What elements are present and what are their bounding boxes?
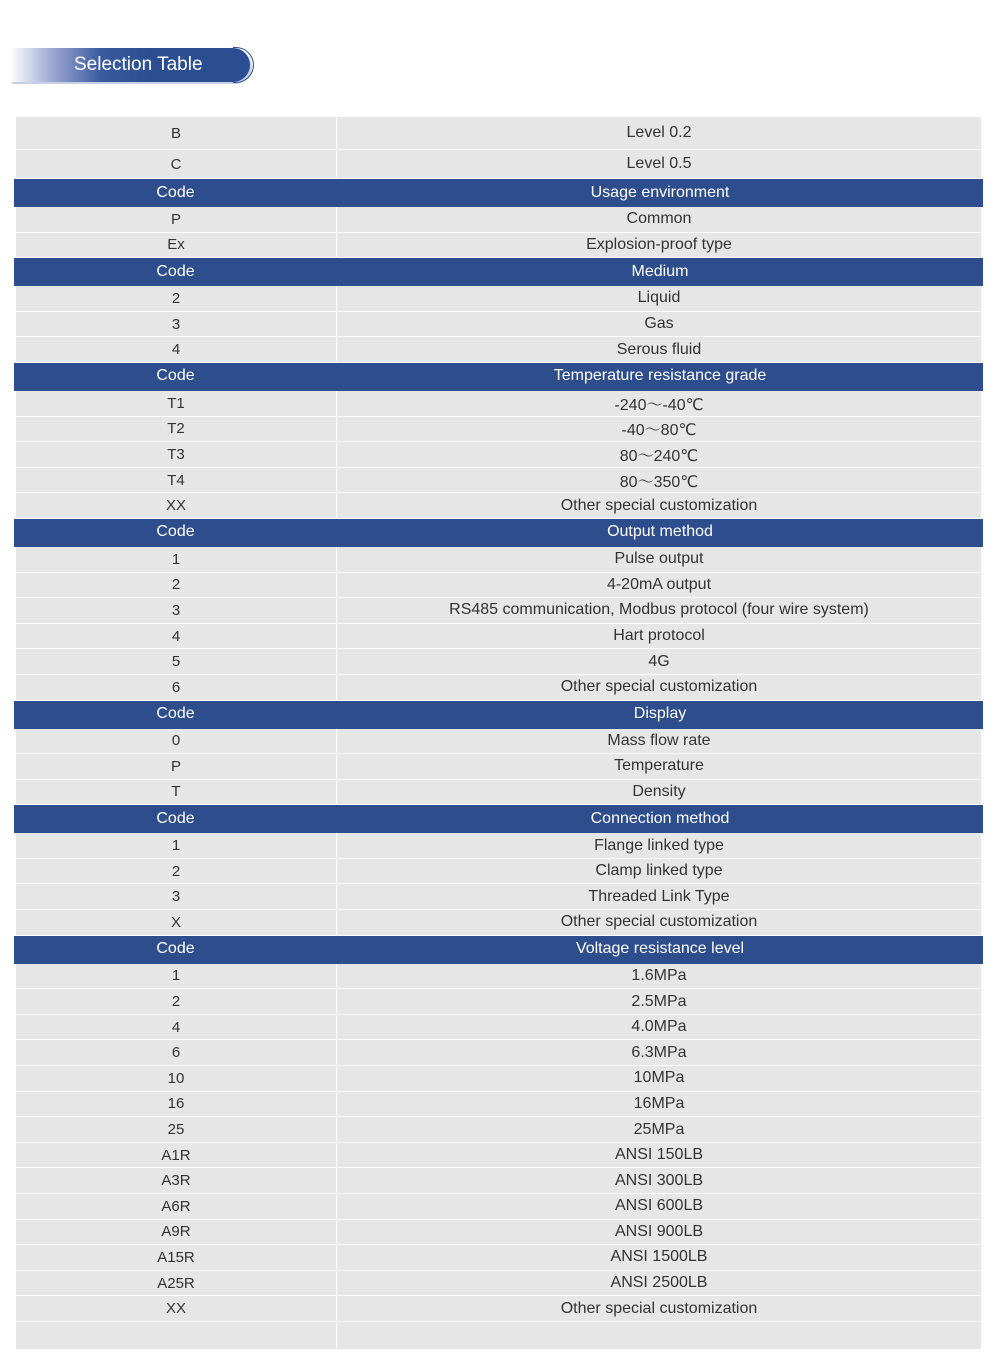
table-row: [16, 233, 981, 259]
row-description: Temperature: [614, 757, 704, 775]
row-code: A15R: [16, 1245, 337, 1270]
table-row: [16, 1015, 981, 1041]
row-description: 16MPa: [633, 1094, 685, 1112]
table-row: [16, 442, 981, 468]
row-description: Other special customization: [560, 496, 758, 514]
row-code: 6: [16, 675, 337, 700]
table-row: [16, 312, 981, 338]
table-row: [16, 1296, 981, 1322]
table-row: [16, 286, 981, 312]
row-description: Other special customization: [560, 913, 758, 931]
row-code: 5: [16, 649, 337, 674]
table-row: [16, 649, 981, 675]
table-row: [16, 493, 981, 519]
row-description: ANSI 600LB: [614, 1197, 704, 1215]
row-description: ANSI 2500LB: [610, 1274, 708, 1292]
row-description: 4G: [648, 652, 670, 670]
table-row: [16, 1245, 981, 1271]
table-row: [16, 675, 981, 701]
table-row: [16, 1194, 981, 1220]
row-description: Other special customization: [560, 678, 758, 696]
row-description: 6.3MPa: [631, 1043, 687, 1061]
row-code: P: [16, 207, 337, 232]
row-code: 4: [16, 1015, 337, 1040]
header-code-label: Code: [156, 367, 195, 385]
row-description: [337, 1322, 981, 1349]
header-code-label: Code: [156, 705, 195, 722]
header-section-title: Display: [633, 705, 687, 722]
row-description: 2.5MPa: [631, 992, 687, 1010]
selection-table: [16, 117, 981, 1350]
header-section-title: Medium: [631, 262, 689, 280]
row-code: A9R: [16, 1220, 337, 1245]
row-code: X: [16, 910, 337, 935]
row-description: ANSI 900LB: [614, 1222, 704, 1240]
table-row: [16, 117, 981, 150]
row-code: 0: [16, 729, 337, 754]
row-description: Level 0.2: [626, 124, 692, 141]
row-description: 80～350℃: [619, 473, 699, 491]
row-description: Clamp linked type: [595, 862, 723, 880]
table-row: [16, 1092, 981, 1118]
row-description: 4-20mA output: [606, 575, 712, 593]
table-row: [16, 1117, 981, 1143]
row-code: A25R: [16, 1271, 337, 1296]
row-code: 3: [16, 598, 337, 623]
table-row: [16, 729, 981, 755]
row-code: 2: [16, 573, 337, 598]
row-description: Mass flow rate: [607, 731, 711, 749]
table-row: [16, 1220, 981, 1246]
row-code: 25: [16, 1117, 337, 1142]
row-description: 25MPa: [633, 1120, 685, 1138]
row-description: Serous fluid: [616, 340, 702, 358]
section-header: [14, 805, 983, 833]
table-row: [16, 1040, 981, 1066]
row-description: 1.6MPa: [631, 966, 687, 984]
table-row: [16, 547, 981, 573]
section-header: [14, 936, 983, 964]
row-code: 3: [16, 884, 337, 909]
header-code-label: Code: [156, 940, 195, 958]
table-row: [16, 833, 981, 859]
row-description: ANSI 1500LB: [610, 1248, 708, 1266]
row-code: 1: [16, 833, 337, 858]
section-header: [14, 179, 983, 207]
row-code: C: [16, 150, 337, 178]
row-code: 6: [16, 1040, 337, 1065]
row-description: Liquid: [637, 289, 681, 307]
header-code-label: Code: [156, 809, 195, 827]
row-description: RS485 communication, Modbus protocol (four wire system): [449, 601, 869, 619]
row-code: 3: [16, 312, 337, 337]
table-row: [16, 1322, 981, 1350]
table-row: [16, 598, 981, 624]
row-code: 2: [16, 989, 337, 1014]
row-description: Pulse output: [614, 550, 704, 568]
table-row: [16, 417, 981, 443]
row-code: T2: [16, 417, 337, 442]
section-header: [14, 519, 983, 547]
row-description: -240～-40℃: [614, 396, 704, 414]
row-description: 10MPa: [633, 1069, 685, 1087]
header-section-title: Usage environment: [590, 183, 730, 201]
row-code: 1: [16, 964, 337, 989]
row-code: T4: [16, 468, 337, 493]
row-code: 4: [16, 624, 337, 649]
table-row: [16, 573, 981, 599]
row-code: 2: [16, 286, 337, 311]
row-code: 16: [16, 1092, 337, 1117]
row-code: T: [16, 780, 337, 805]
header-code-label: Code: [156, 523, 195, 541]
header-section-title: Output method: [607, 523, 713, 541]
row-code: 2: [16, 859, 337, 884]
row-description: Other special customization: [560, 1299, 758, 1317]
row-code: A3R: [16, 1168, 337, 1193]
table-row: [16, 989, 981, 1015]
table-row: [16, 780, 981, 806]
table-row: [16, 391, 981, 417]
header-section-title: Connection method: [590, 809, 730, 827]
row-description: Density: [632, 782, 686, 800]
header-section-title: Voltage resistance level: [575, 940, 745, 958]
table-row: [16, 207, 981, 233]
row-code: A6R: [16, 1194, 337, 1219]
row-code: T3: [16, 442, 337, 467]
row-code: XX: [16, 1296, 337, 1321]
section-header: [14, 701, 983, 729]
table-row: [16, 964, 981, 990]
table-row: [16, 1168, 981, 1194]
row-description: ANSI 300LB: [614, 1171, 704, 1189]
row-code: 1: [16, 547, 337, 572]
row-code: T1: [16, 391, 337, 416]
row-description: -40～80℃: [621, 422, 697, 440]
table-row: [16, 910, 981, 936]
row-description: 80～240℃: [619, 447, 699, 465]
header-code-label: Code: [156, 262, 195, 280]
row-code: B: [16, 117, 337, 149]
row-description: Threaded Link Type: [588, 887, 730, 905]
table-row: [16, 859, 981, 885]
title-badge: [10, 48, 250, 82]
row-code: 4: [16, 337, 337, 362]
table-row: [16, 754, 981, 780]
header-code-label: Code: [156, 183, 195, 201]
section-header: [14, 258, 983, 286]
header-section-title: Temperature resistance grade: [553, 367, 767, 385]
row-description: Hart protocol: [613, 627, 705, 645]
table-row: [16, 884, 981, 910]
row-code: P: [16, 754, 337, 779]
page-title: Selection Table: [74, 54, 203, 75]
row-description: Common: [626, 210, 692, 228]
row-code: Ex: [16, 233, 337, 258]
table-row: [16, 1271, 981, 1297]
table-row: [16, 150, 981, 179]
row-description: 4.0MPa: [631, 1018, 687, 1036]
row-description: Flange linked type: [594, 836, 724, 854]
row-description: Explosion-proof type: [586, 235, 732, 253]
row-description: Gas: [644, 315, 674, 333]
table-row: [16, 337, 981, 363]
row-code: XX: [16, 493, 337, 518]
section-header: [14, 363, 983, 391]
row-code: [16, 1322, 337, 1349]
table-row: [16, 624, 981, 650]
table-row: [16, 468, 981, 494]
row-description: Level 0.5: [626, 155, 692, 172]
row-description: ANSI 150LB: [614, 1146, 704, 1164]
row-code: A1R: [16, 1143, 337, 1168]
row-code: 10: [16, 1066, 337, 1091]
table-row: [16, 1143, 981, 1169]
table-row: [16, 1066, 981, 1092]
